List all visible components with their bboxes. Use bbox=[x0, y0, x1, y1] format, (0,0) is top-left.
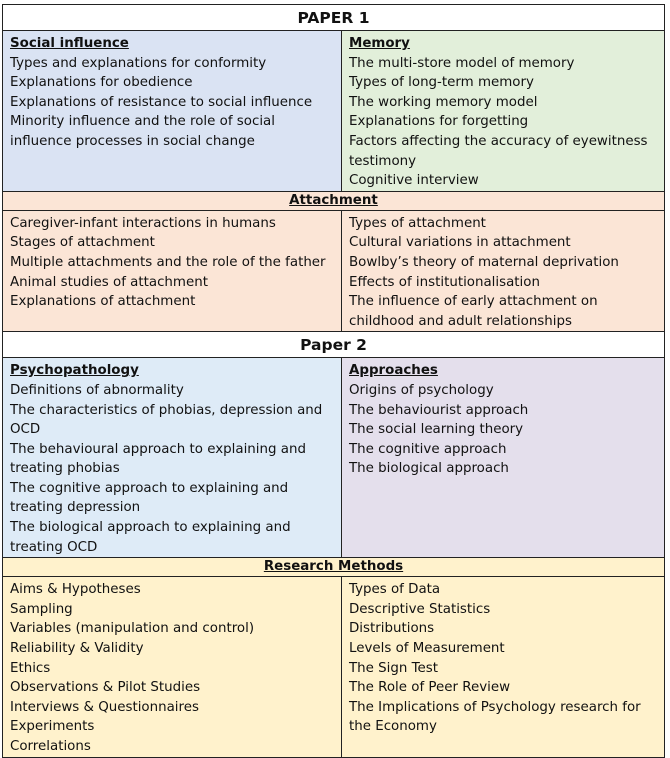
psychopathology-cell bbox=[3, 358, 342, 558]
approaches-item: The cognitive approach bbox=[349, 441, 507, 457]
research-methods-item: The Role of Peer Review bbox=[349, 680, 511, 696]
attachment-heading: Attachment bbox=[3, 191, 665, 210]
memory-item: The working memory model bbox=[349, 94, 538, 110]
social-influence-item: Types and explanations for conformity bbox=[10, 55, 267, 71]
research-methods-item: Descriptive Statistics bbox=[349, 601, 491, 617]
paper2-topics-row bbox=[3, 358, 665, 558]
attachment-row bbox=[3, 210, 665, 332]
attachment-item: Animal studies of attachment bbox=[10, 274, 208, 290]
social-influence-item: Minority influence and the role of social influence processes in social change bbox=[10, 114, 275, 149]
attachment-item: Cultural variations in attachment bbox=[349, 235, 571, 251]
attachment-item: Types of attachment bbox=[349, 215, 486, 231]
specification-table-wrapper bbox=[2, 4, 664, 758]
research-methods-item: Variables (manipulation and control) bbox=[10, 621, 255, 637]
research-methods-heading-row bbox=[3, 558, 665, 577]
memory-item: Factors affecting the accuracy of eyewitness testimony bbox=[349, 133, 648, 169]
research-methods-row bbox=[3, 577, 665, 757]
memory-item: The multi-store model of memory bbox=[349, 55, 575, 71]
research-methods-item: The Sign Test bbox=[349, 660, 438, 676]
attachment-item: Bowlby’s theory of maternal deprivation bbox=[349, 254, 619, 270]
psychopathology-item: The biological approach to explaining and treating OCD bbox=[10, 520, 291, 555]
attachment-right-cell bbox=[342, 210, 665, 332]
research-methods-item: The Implications of Psychology research for the Economy bbox=[349, 699, 641, 735]
attachment-item: Stages of attachment bbox=[10, 235, 155, 251]
memory-cell bbox=[342, 31, 665, 192]
approaches-item: The biological approach bbox=[349, 461, 509, 477]
memory-item: Explanations for forgetting bbox=[349, 114, 529, 130]
approaches-cell bbox=[342, 358, 665, 558]
research-methods-item: Sampling bbox=[10, 601, 73, 617]
research-methods-item: Distributions bbox=[349, 621, 435, 637]
paper1-title: PAPER 1 bbox=[3, 5, 665, 31]
research-methods-right-cell bbox=[342, 577, 665, 757]
attachment-item: Caregiver-infant interactions in humans bbox=[10, 215, 276, 231]
research-methods-item: Experiments bbox=[10, 719, 95, 735]
research-methods-item: Observations & Pilot Studies bbox=[10, 680, 201, 696]
attachment-item: The influence of early attachment on childhood and adult relationships bbox=[349, 294, 598, 329]
research-methods-item: Reliability & Validity bbox=[10, 641, 144, 657]
approaches-item: Origins of psychology bbox=[349, 382, 494, 398]
psychopathology-item: The characteristics of phobias, depression and OCD bbox=[10, 402, 323, 438]
psychopathology-item: The cognitive approach to explaining and treating depression bbox=[10, 480, 289, 516]
paper1-topics-row bbox=[3, 31, 665, 192]
psychopathology-heading: Psychopathology bbox=[10, 363, 139, 379]
attachment-item: Multiple attachments and the role of the father bbox=[10, 254, 326, 270]
research-methods-item: Interviews & Questionnaires bbox=[10, 699, 199, 715]
attachment-item: Explanations of attachment bbox=[10, 294, 196, 310]
social-influence-heading: Social influence bbox=[10, 36, 129, 51]
approaches-item: The social learning theory bbox=[349, 422, 524, 438]
social-influence-item: Explanations of resistance to social influence bbox=[10, 94, 313, 110]
memory-item: Types of long-term memory bbox=[349, 75, 534, 91]
research-methods-item: Correlations bbox=[10, 739, 91, 754]
attachment-item: Effects of institutionalisation bbox=[349, 274, 540, 290]
approaches-heading: Approaches bbox=[349, 363, 438, 379]
research-methods-left-cell bbox=[3, 577, 342, 757]
paper1-title-row bbox=[3, 5, 665, 31]
research-methods-item: Aims & Hypotheses bbox=[10, 582, 141, 598]
memory-item: Cognitive interview bbox=[349, 173, 479, 189]
social-influence-item: Explanations for obedience bbox=[10, 75, 193, 91]
approaches-item: The behaviourist approach bbox=[349, 402, 529, 418]
psychopathology-item: The behavioural approach to explaining and treating phobias bbox=[10, 441, 306, 477]
research-methods-item: Levels of Measurement bbox=[349, 641, 505, 657]
specification-table bbox=[2, 4, 665, 758]
memory-heading: Memory bbox=[349, 36, 410, 51]
research-methods-item: Types of Data bbox=[349, 582, 441, 598]
research-methods-heading: Research Methods bbox=[3, 558, 665, 577]
psychopathology-item: Definitions of abnormality bbox=[10, 382, 184, 398]
social-influence-cell bbox=[3, 31, 342, 192]
attachment-left-cell bbox=[3, 210, 342, 332]
attachment-heading-row bbox=[3, 191, 665, 210]
paper2-title: Paper 2 bbox=[3, 332, 665, 358]
paper2-title-row bbox=[3, 332, 665, 358]
research-methods-item: Ethics bbox=[10, 660, 51, 676]
